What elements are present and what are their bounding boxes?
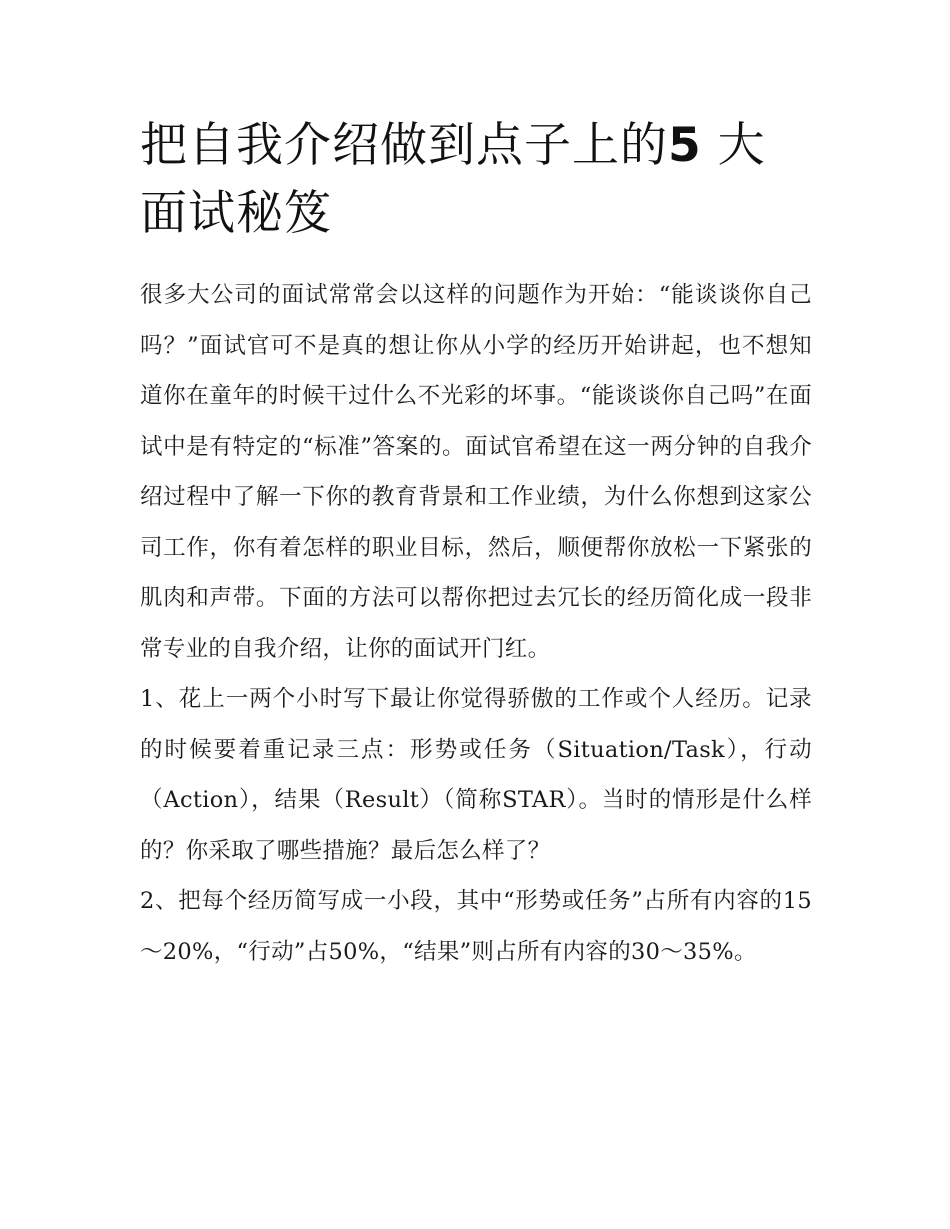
title-number: 5 <box>668 118 702 173</box>
document-title <box>140 112 812 248</box>
document-body <box>140 112 812 977</box>
step-2-paragraph: 2、把每个经历简写成一小段，其中“形势或任务”占所有内容的15～20%，“行动”占50%，“结果”则占所有内容的30～35%。 <box>140 888 812 965</box>
title-part-2: 大面试秘笈 <box>140 118 766 241</box>
step-1-paragraph: 1、花上一两个小时写下最让你觉得骄傲的工作或个人经历。记录的时候要着重记录三点：形势或任务（Situation/Task），行动（Action），结果（Result）（简称STAR）。当时的情形是什么样的？你采取了哪些措施？最后怎么样了？ <box>140 686 812 864</box>
title-part-1: 把自我介绍做到点子上的 <box>140 118 668 173</box>
intro-paragraph: 很多大公司的面试常常会以这样的问题作为开始：“能谈谈你自己吗？”面试官可不是真的想让你从小学的经历开始讲起，也不想知道你在童年的时候干过什么不光彩的坏事。“能谈谈你自己吗”在面试中是有特定的“标准”答案的。面试官希望在这一两分钟的自我介绍过程中了解一下你的教育背景和工作业绩，为什么你想到这家公司工作，你有着怎样的职业目标，然后，顺便帮你放松一下紧张的肌肉和声带。下面的方法可以帮你把过去冗长的经历简化成一段非常专业的自我介绍，让你的面试开门红。 <box>140 282 812 662</box>
